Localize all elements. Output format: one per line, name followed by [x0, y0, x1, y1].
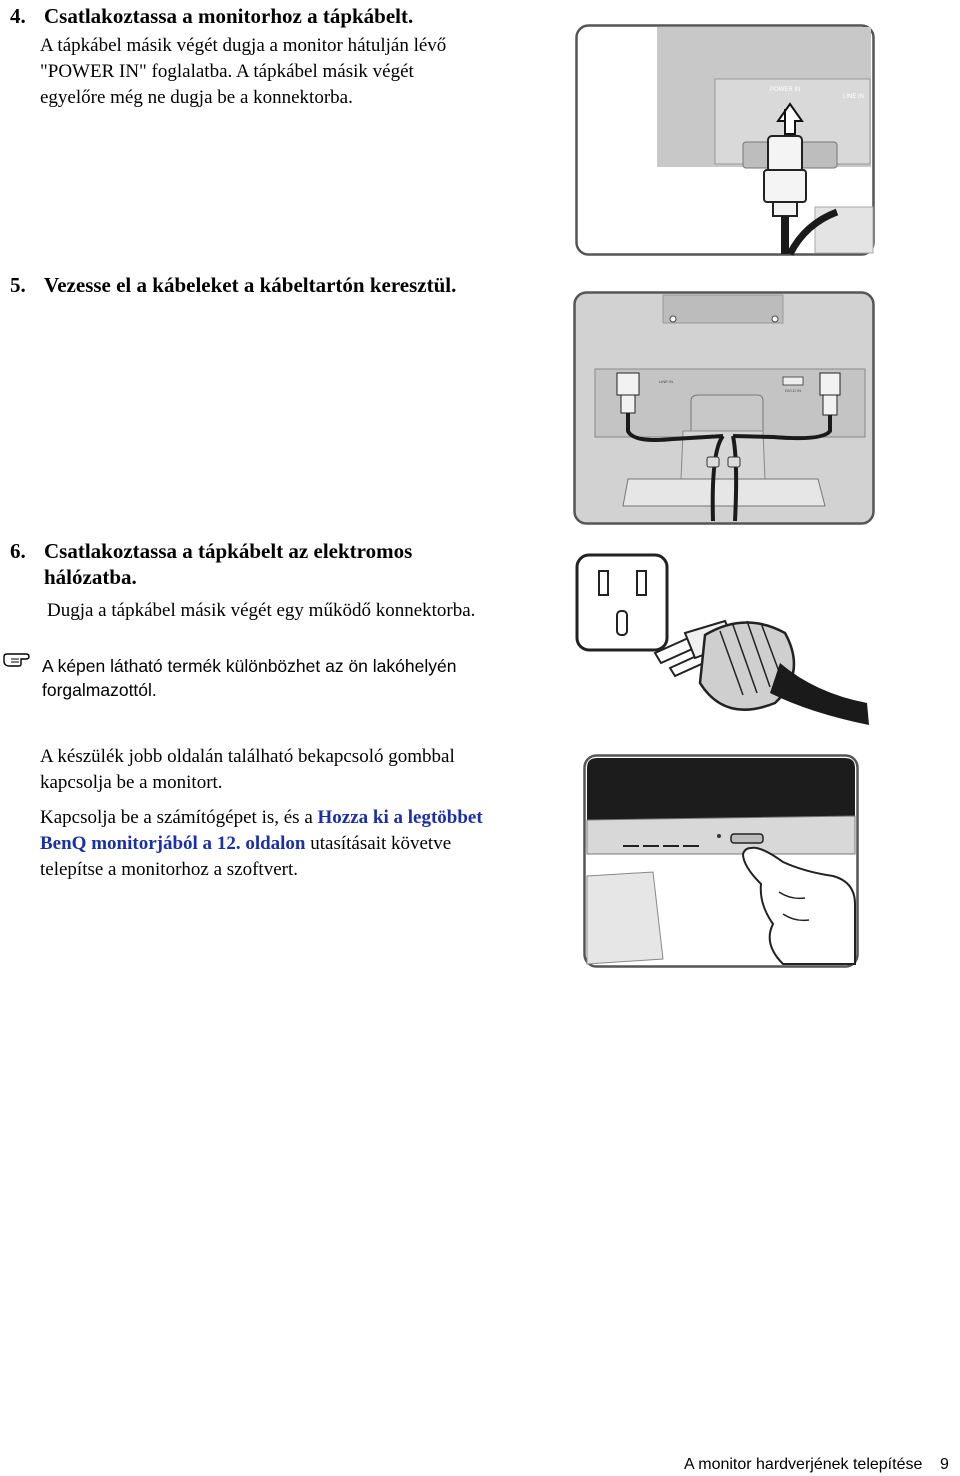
outlet-plug-illustration: [575, 553, 871, 733]
poweron-para2-post: utasításait követve: [305, 833, 452, 854]
poweron-para2-line2: [40, 831, 451, 857]
note-line1: A képen látható termék különbözhet az ön lakóhelyén: [42, 656, 457, 676]
step4-body-line2: "POWER IN" foglalatba. A tápkábel másik végét: [40, 61, 414, 82]
power-button-illustration: [583, 754, 859, 968]
step6-title-line2: hálózatba.: [44, 565, 137, 589]
step4-number: 4.: [10, 4, 26, 28]
step6-number: 6.: [10, 539, 26, 563]
cable-routing-illustration: [573, 291, 875, 525]
step5-number: 5.: [10, 273, 26, 297]
step6-body: Dugja a tápkábel másik végét egy működő konnektorba.: [47, 600, 476, 621]
routing-line-in-label: LINE IN: [659, 379, 674, 384]
guide-link-part1[interactable]: Hozza ki a legtöbbet: [317, 807, 483, 828]
line-in-label: LINE IN: [843, 94, 865, 100]
routing-dvi-label: DVI-D IN: [785, 388, 801, 393]
page-reference-link[interactable]: 12. oldalon: [216, 833, 306, 854]
poweron-para1-line2: kapcsolja be a monitort.: [40, 772, 223, 793]
power-in-label: POWER IN: [770, 87, 801, 93]
step5-title: Vezesse el a kábeleket a kábeltartón keresztül.: [44, 273, 457, 297]
guide-link-part2[interactable]: BenQ monitorjából a: [40, 833, 217, 854]
step4-body-line3: egyelőre még ne dugja be a konnektorba.: [40, 87, 353, 108]
poweron-para2-pre: Kapcsolja be a számítógépet is, és a: [40, 807, 318, 828]
poweron-para2-line1: [40, 805, 483, 831]
poweron-para1-line1: A készülék jobb oldalán található bekapcsoló gombbal: [40, 746, 455, 767]
footer-title: A monitor hardverjének telepítése: [684, 1456, 923, 1473]
poweron-para2-line3: telepítse a monitorhoz a szoftvert.: [40, 859, 298, 880]
page-number: 9: [940, 1456, 949, 1473]
step4-body-line1: A tápkábel másik végét dugja a monitor hátulján lévő: [40, 35, 447, 56]
pointing-hand-icon: [2, 648, 36, 673]
note-line2: forgalmazottól.: [42, 680, 157, 700]
power-in-connection-illustration: [575, 24, 875, 256]
step6-title-line1: Csatlakoztassa a tápkábelt az elektromos: [44, 539, 413, 563]
step4-title: Csatlakoztassa a monitorhoz a tápkábelt.: [44, 4, 414, 28]
